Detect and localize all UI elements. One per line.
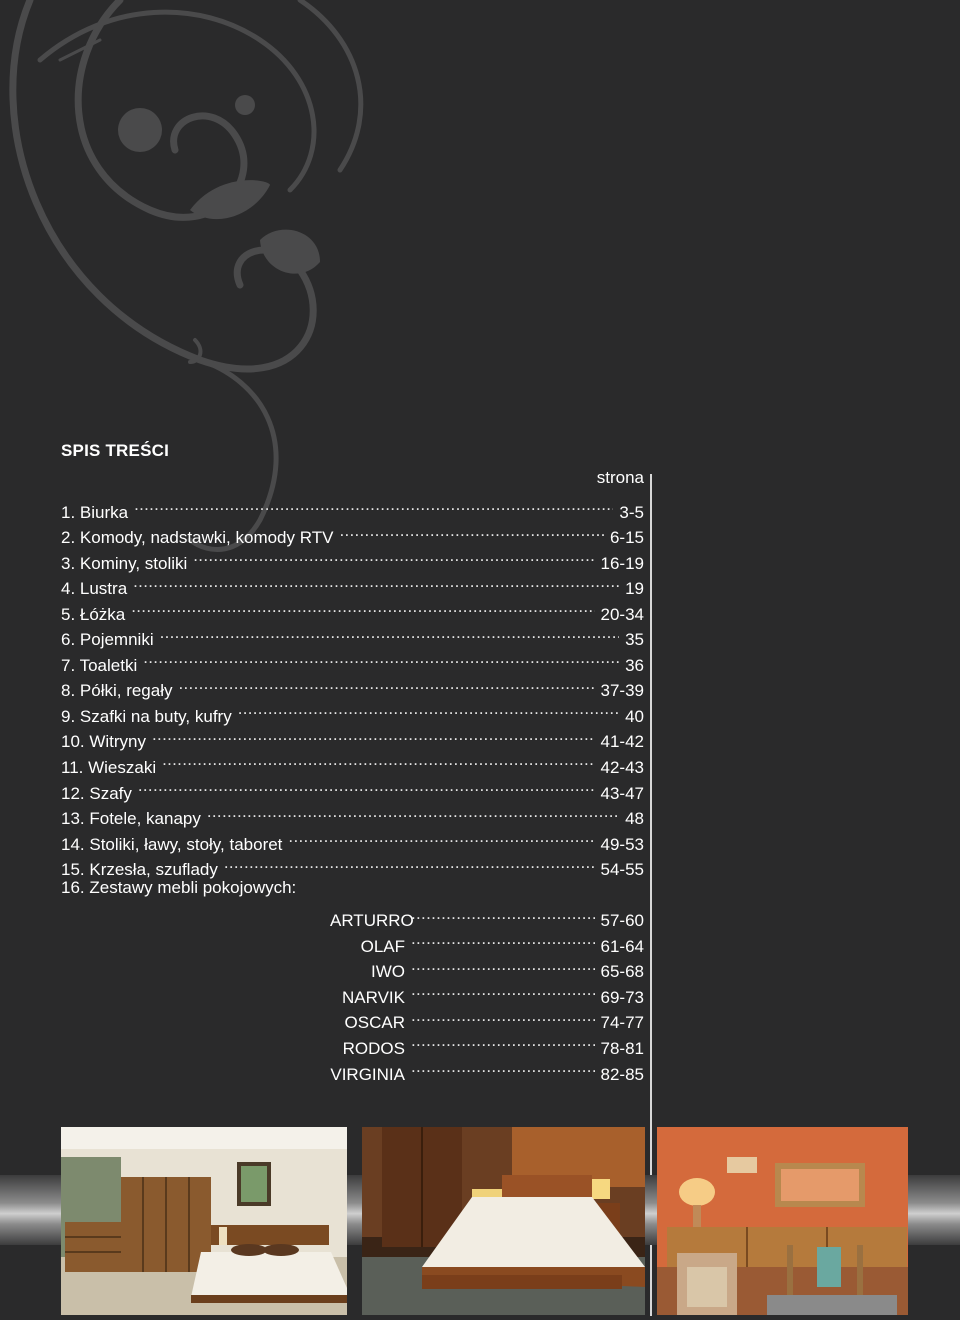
dot-leader (411, 977, 595, 1003)
toc-set-pages: 69-73 (600, 987, 644, 1007)
toc-entry-label: 8. Półki, regały (61, 681, 173, 701)
toc-entry (61, 773, 644, 803)
toc-entry-pages: 35 (625, 630, 644, 650)
toc-entry-label: 12. Szafy (61, 783, 132, 803)
swirl-ornament (0, 0, 440, 560)
dot-leader (143, 645, 619, 671)
toc-entry-pages: 48 (625, 809, 644, 829)
toc-entry (61, 645, 644, 675)
toc-set-label: ARTURRO (330, 911, 414, 931)
toc-set-pages: 65-68 (600, 962, 644, 982)
toc-entry-pages: 20-34 (600, 604, 644, 624)
photo-wooden-bed (362, 1127, 645, 1315)
toc-set-pages: 82-85 (600, 1064, 644, 1084)
toc-entry-label: 1. Biurka (61, 502, 129, 522)
toc-entry (61, 799, 644, 829)
toc-entry-pages: 41-42 (600, 732, 644, 752)
toc-set-entry (61, 901, 644, 931)
toc-entry-pages: 49-53 (600, 834, 644, 854)
toc-entry-label: 13. Fotele, kanapy (61, 809, 201, 829)
toc-entry-label: 2. Komody, nadstawki, komody RTV (61, 528, 334, 548)
dot-leader (179, 671, 595, 697)
toc-entry (61, 620, 644, 650)
dot-leader (238, 696, 619, 722)
dot-leader (411, 901, 595, 927)
toc-set-label: OLAF (360, 936, 405, 956)
toc-entry-label: 5. Łóżka (61, 604, 126, 624)
dot-leader (138, 773, 595, 799)
dot-leader (131, 594, 594, 620)
toc-entry (61, 569, 644, 599)
dot-leader (224, 850, 595, 876)
dot-leader (160, 620, 619, 646)
toc-sets-heading (61, 875, 644, 901)
toc-entry-label: 3. Kominy, stoliki (61, 553, 188, 573)
toc-list (61, 492, 644, 1084)
dot-leader (411, 1054, 595, 1080)
dot-leader (162, 747, 594, 773)
toc-entry (61, 671, 644, 701)
toc-set-pages: 61-64 (600, 936, 644, 956)
dot-leader (339, 518, 604, 544)
dot-leader (133, 569, 619, 595)
toc-set-label: VIRGINIA (330, 1064, 405, 1084)
toc-entry-label: 7. Toaletki (61, 655, 138, 675)
toc-entry (61, 492, 644, 522)
toc-entry-pages: 16-19 (600, 553, 644, 573)
toc-entry-label: 11. Wieszaki (61, 758, 157, 778)
toc-entry-label: 10. Witryny (61, 732, 147, 752)
toc-entry-pages: 36 (625, 655, 644, 675)
dot-leader (134, 492, 613, 518)
toc-entry-pages: 40 (625, 706, 644, 726)
toc-entry-label: 9. Szafki na buty, kufry (61, 706, 232, 726)
toc-entry-label: 15. Krzesła, szuflady (61, 860, 218, 880)
toc-entry-label: 14. Stoliki, ławy, stoły, taboret (61, 834, 283, 854)
toc-set-label: NARVIK (342, 987, 405, 1007)
toc-title: SPIS TREŚCI (61, 441, 170, 460)
photo-living-room (657, 1127, 908, 1315)
toc-entry-pages: 42-43 (600, 758, 644, 778)
toc-set-pages: 74-77 (600, 1013, 644, 1033)
toc-entry-pages: 43-47 (600, 783, 644, 803)
toc-set-label: RODOS (342, 1039, 405, 1059)
dot-leader (411, 1028, 595, 1054)
toc-entry-pages: 19 (625, 579, 644, 599)
dot-leader (193, 543, 594, 569)
toc-entry (61, 518, 644, 548)
dot-leader (411, 1003, 595, 1029)
toc-entry-pages: 37-39 (600, 681, 644, 701)
toc-entry-pages: 54-55 (600, 860, 644, 880)
toc-set-pages: 57-60 (600, 911, 644, 931)
toc-entry-label: 4. Lustra (61, 579, 128, 599)
toc-set-label: OSCAR (344, 1013, 405, 1033)
dot-leader (288, 824, 594, 850)
dot-leader (411, 952, 595, 978)
toc-entry (61, 594, 644, 624)
toc-set-pages: 78-81 (600, 1039, 644, 1059)
toc-entry-pages: 3-5 (619, 502, 644, 522)
dot-leader (152, 722, 594, 748)
toc-entry-label: 6. Pojemniki (61, 630, 154, 650)
dot-leader (411, 926, 595, 952)
photo-bedroom-showroom (61, 1127, 347, 1315)
toc-sets-heading-label: 16. Zestawy mebli pokojowych: (61, 878, 297, 898)
toc-entry-pages: 6-15 (609, 528, 644, 548)
toc-set-label: IWO (371, 962, 405, 982)
dot-leader (207, 799, 619, 825)
page-column-header: strona (596, 468, 644, 487)
